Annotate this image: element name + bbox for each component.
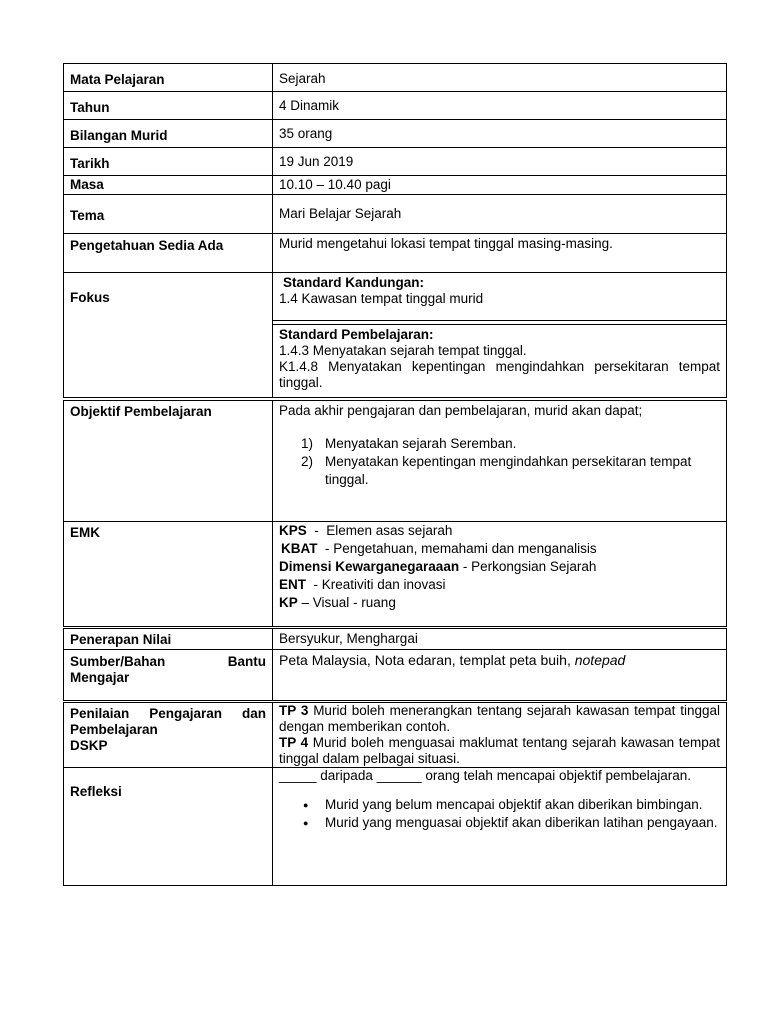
emk-line (279, 594, 720, 612)
sp-title: Standard Pembelajaran: (279, 327, 434, 342)
value-text: Sejarah (279, 71, 326, 86)
label-word: Pengajaran (149, 706, 223, 721)
emk-key: ENT (279, 577, 306, 592)
value-masa (272, 176, 726, 194)
label-mata-pelajaran: Mata Pelajaran (70, 72, 165, 87)
item-number: 2) (301, 454, 314, 469)
label-pengetahuan: Pengetahuan Sedia Ada (70, 238, 224, 253)
row-pengetahuan-sedia-ada (63, 233, 727, 273)
value-text: 4 Dinamik (279, 98, 340, 113)
label-penilaian-line1 (70, 706, 266, 722)
value-sumber (272, 650, 726, 700)
value-fokus (272, 273, 726, 397)
value-emk (272, 522, 726, 626)
value-text: Bersyukur, Menghargai (279, 631, 418, 646)
row-fokus (63, 272, 727, 398)
label-word: dan (241, 706, 266, 721)
label-word: Sumber/Bahan (70, 654, 166, 669)
bullet-icon: ● (303, 800, 309, 810)
row-refleksi (63, 767, 727, 886)
value-mata-pelajaran (272, 64, 726, 91)
value-text: 35 orang (279, 126, 333, 141)
value-italic: notepad (574, 652, 626, 668)
label-fokus: Fokus (70, 290, 110, 305)
row-tema (63, 194, 727, 234)
label-sumber-line1 (70, 654, 266, 670)
tp3-key: TP 3 (279, 703, 309, 718)
refleksi-bullet (279, 814, 720, 832)
label-emk: EMK (70, 525, 100, 540)
row-objektif (63, 400, 727, 522)
label-sumber (64, 651, 272, 689)
value-pengetahuan (272, 234, 726, 272)
value-tarikh (272, 148, 726, 175)
refleksi-bullet (279, 796, 720, 814)
value-text: Murid mengetahui lokasi tempat tinggal masing-masing. (279, 236, 613, 251)
value-penilaian (272, 703, 726, 767)
tp4 (279, 735, 720, 767)
item-text: Menyatakan kepentingan mengindahkan persekitaran tempat tinggal. (325, 454, 692, 487)
objektif-item (279, 435, 720, 453)
bullet-text: Murid yang menguasai objektif akan diberikan latihan pengayaan. (325, 815, 718, 830)
emk-text: - Kreativiti dan inovasi (306, 577, 446, 592)
objektif-item (279, 453, 720, 489)
tp4-key: TP 4 (279, 735, 309, 750)
emk-line (279, 540, 720, 558)
row-bilangan-murid (63, 119, 727, 148)
row-penilaian (63, 702, 727, 768)
sp-line-2: K1.4.8 Menyatakan kepentingan mengindahkan persekitaran tempat tinggal. (279, 359, 720, 390)
value-bilangan-murid (272, 120, 726, 147)
emk-line (279, 576, 720, 594)
sk-title: Standard Kandungan: (283, 275, 424, 290)
value-text: 19 Jun 2019 (279, 154, 354, 169)
label-objektif: Objektif Pembelajaran (70, 404, 212, 419)
emk-text: - Perkongsian Sejarah (459, 559, 597, 574)
emk-key: KBAT (281, 541, 318, 556)
label-sumber-line2: Mengajar (70, 670, 130, 685)
bullet-text: Murid yang belum mencapai objektif akan diberikan bimbingan. (325, 797, 703, 812)
value-text: 10.10 – 10.40 pagi (279, 177, 391, 192)
row-masa (63, 175, 727, 195)
value-text: Peta Malaysia, Nota edaran, templat peta buih, (279, 652, 575, 668)
standard-pembelajaran (273, 324, 726, 393)
label-tahun: Tahun (70, 100, 110, 115)
value-refleksi (272, 768, 726, 885)
emk-key: KP (279, 595, 298, 610)
label-tarikh: Tarikh (70, 156, 110, 171)
value-tahun (272, 92, 726, 119)
label-word: Bantu (227, 654, 266, 669)
tp3 (279, 703, 720, 735)
emk-text: - Pengetahuan, memahami dan menganalisis (317, 541, 597, 556)
standard-kandungan (273, 273, 726, 321)
value-text: Mari Belajar Sejarah (279, 206, 402, 221)
row-mata-pelajaran (63, 63, 727, 92)
tp4-text: Murid boleh menguasai maklumat tentang sejarah kawasan tempat tinggal dalam pelbagai situasi. (279, 735, 721, 766)
emk-text: – Visual - ruang (297, 595, 396, 610)
label-masa: Masa (70, 177, 104, 192)
emk-line (279, 558, 720, 576)
emk-key: Dimensi Kewarganegaraaan (279, 559, 460, 574)
label-penilaian-line3: DSKP (70, 738, 108, 753)
emk-text: - Elemen asas sejarah (306, 523, 453, 538)
item-text: Menyatakan sejarah Seremban. (325, 436, 517, 451)
label-penilaian-line2: Pembelajaran (70, 722, 158, 737)
tp3-text: Murid boleh menerangkan tentang sejarah kawasan tempat tinggal dengan memberikan contoh. (279, 703, 721, 734)
row-penerapan-nilai (63, 628, 727, 650)
row-sumber-bahan (63, 649, 727, 701)
label-tema: Tema (70, 208, 105, 223)
row-emk (63, 521, 727, 627)
emk-key: KPS (279, 523, 307, 538)
label-word: Penilaian (70, 706, 130, 721)
value-tema (272, 195, 726, 233)
label-refleksi: Refleksi (70, 784, 122, 799)
value-objektif (272, 401, 726, 521)
value-nilai (272, 629, 726, 649)
sk-text: 1.4 Kawasan tempat tinggal murid (279, 291, 484, 306)
objektif-intro: Pada akhir pengajaran dan pembelajaran, murid akan dapat; (279, 403, 643, 418)
label-penilaian (64, 703, 272, 757)
label-nilai: Penerapan Nilai (70, 632, 172, 647)
label-bilangan-murid: Bilangan Murid (70, 128, 168, 143)
row-tarikh (63, 147, 727, 176)
item-number: 1) (301, 436, 314, 451)
emk-line (279, 522, 720, 540)
sp-line-1: 1.4.3 Menyatakan sejarah tempat tinggal. (279, 343, 527, 358)
bullet-icon: ● (303, 818, 309, 828)
row-tahun (63, 91, 727, 120)
refleksi-intro: _____ daripada ______ orang telah mencapai objektif pembelajaran. (279, 768, 692, 783)
